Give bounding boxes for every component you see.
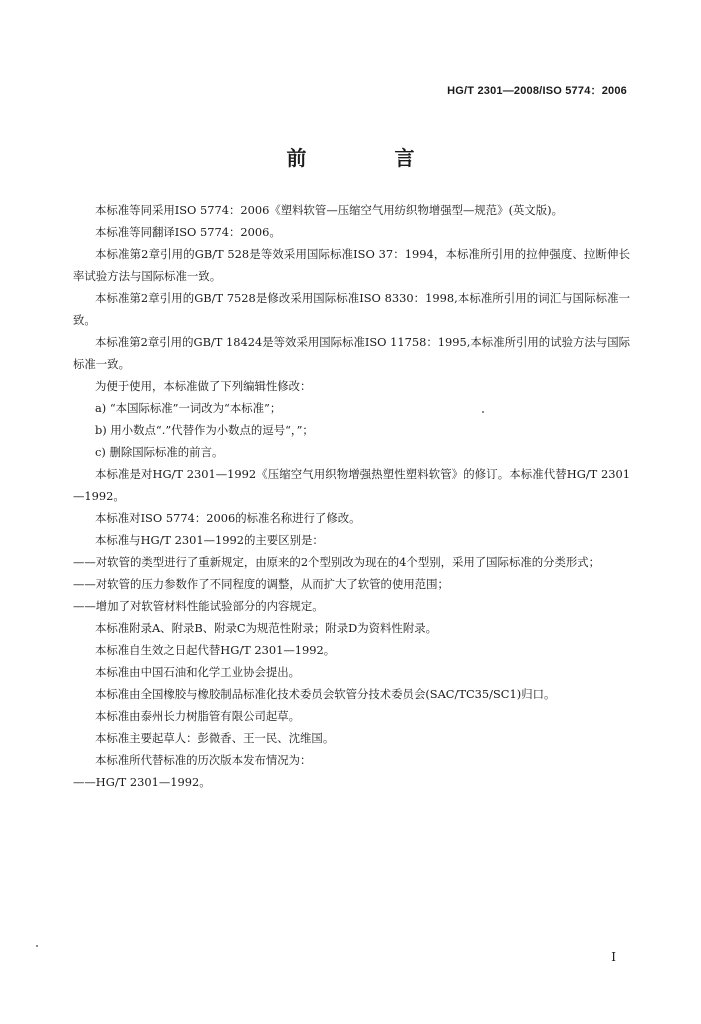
paragraph: 为便于使用，本标准做了下列编辑性修改： [95,379,312,393]
dash-item: ——增加了对软管材料性能试验部分的内容规定。 [73,599,324,613]
list-item: c) 删除国际标准的前言。 [95,445,224,459]
paragraph: 本标准由中国石油和化学工业协会提出。 [95,665,301,679]
paragraph: 本标准所代替标准的历次版本发布情况为： [95,753,312,767]
foreword-body [73,199,630,793]
paragraph: 本标准由全国橡胶与橡胶制品标准化技术委员会软管分技术委员会(SAC/TC35/SC1)归口。 [95,687,556,701]
paragraph: 本标准附录A、附录B、附录C为规范性附录；附录D为资料性附录。 [95,621,437,635]
standard-code-header: HG/T 2301—2008/ISO 5774：2006 [447,85,627,97]
dash-item: ——HG/T 2301—1992。 [73,775,211,789]
dash-item: ——对软管的类型进行了重新规定，由原来的2个型别改为现在的4个型别，采用了国际标准的分类形式； [73,555,601,569]
paragraph: 本标准是对HG/T 2301—1992《压缩空气用织物增强热塑性塑料软管》的修订。本标准代替HG/T 2301—1992。 [73,467,630,503]
paragraph: 本标准第2章引用的GB/T 7528是修改采用国际标准ISO 8330：1998,本标准所引用的词汇与国际标准一致。 [73,291,630,327]
paragraph: 本标准对ISO 5774：2006的标准名称进行了修改。 [95,511,361,525]
page-title: 前 言 [286,146,449,170]
paragraph: 本标准第2章引用的GB/T 18424是等效采用国际标准ISO 11758：1995,本标准所引用的试验方法与国际标准一致。 [73,335,630,371]
scan-speck [36,945,38,947]
paragraph: 本标准主要起草人：彭微香、王一民、沈维国。 [95,731,335,745]
scan-speck [482,411,484,413]
paragraph: 本标准由泰州长力树脂管有限公司起草。 [95,709,301,723]
paragraph: 本标准第2章引用的GB/T 528是等效采用国际标准ISO 37：1994，本标准所引用的拉伸强度、拉断伸长率试验方法与国际标准一致。 [73,247,630,283]
list-item: a) “本国际标准”一词改为“本标准”； [95,401,282,415]
paragraph: 本标准等同翻译ISO 5774：2006。 [95,225,281,239]
page-number: I [611,950,616,964]
paragraph: 本标准自生效之日起代替HG/T 2301—1992。 [95,643,336,657]
paragraph: 本标准等同采用ISO 5774：2006《塑料软管—压缩空气用纺织物增强型—规范》(英文版)。 [95,203,564,217]
dash-item: ——对软管的压力参数作了不同程度的调整，从而扩大了软管的使用范围； [73,577,449,591]
paragraph: 本标准与HG/T 2301—1992的主要区别是： [95,533,324,547]
list-item: b) 用小数点“.”代替作为小数点的逗号“，”； [95,423,314,437]
